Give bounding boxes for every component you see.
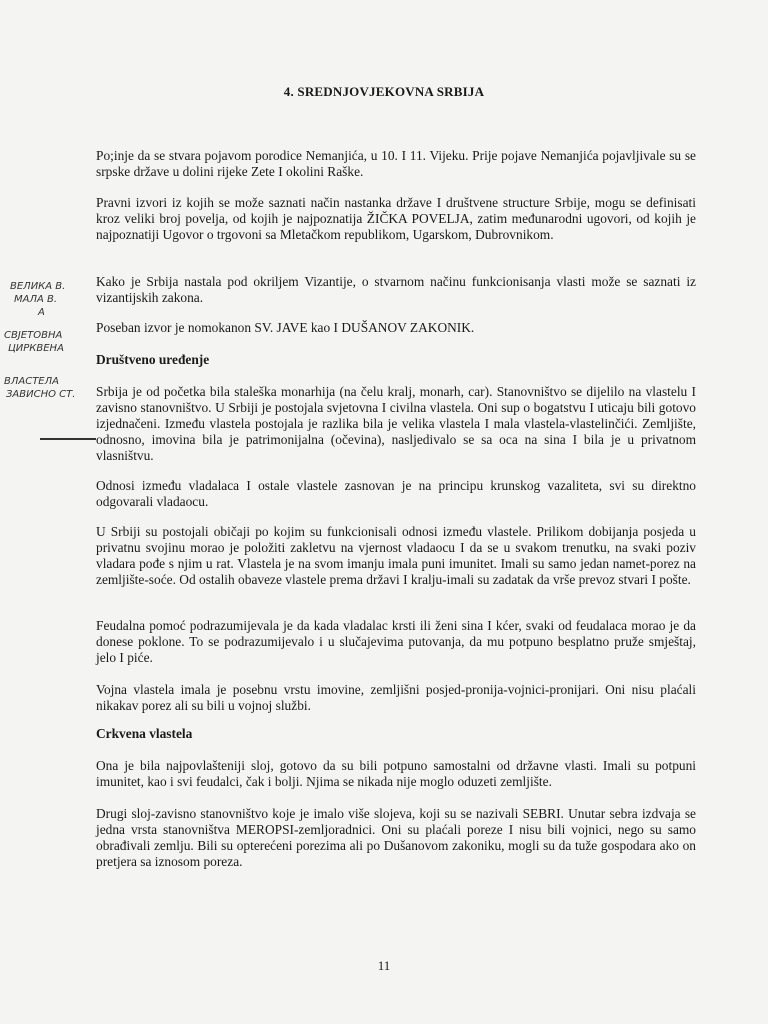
margin-note-line: МАЛА В. <box>14 294 58 305</box>
section-heading: Crkvena vlastela <box>96 726 193 741</box>
margin-note-line: ЦИРКВЕНА <box>8 343 64 354</box>
paragraph-church-nobility: Ona je bila najpovlašteniji sloj, gotovo da su bili potpuno samostalni od državne vlasti. Imali su potpuni imunitet, kao i svi feudalci, čak i bolji. Njima se nikada nije moglo oduzeti zemljište. <box>96 758 696 789</box>
paragraph-monarchy: Srbija je od početka bila staleška monarhija (na čelu kralj, monarh, car). Stanovništvo se dijelilo na vlastelu I zavisno stanovništvo. U Srbiji je postojala svjetovna I civilna vlastela. Oni sup o bogatstvu I uticaju bili gotovo izjednačeni. Između vlastela postojala je razlika bila je velika vlastela I mala vlastela-vlastelinčići. Zemljište, odnosno, imovina bila je patrimonijalna (očevina), nasljedivalo se sa oca na sina I bila je u privatnom vlasništvu. <box>96 384 696 463</box>
paragraph-customs: U Srbiji su postojali običaji po kojim su funkcionisali odnosi između vlastele. Prilikom dobijanja posjeda u privatnu svojinu morao je položiti zakletvu na vjernost vladaocu I da se u svakom trenutku, na svaki poziv vladara pođe s njim u rat. Vlastela je na svom imanju imala puni imunitet. Imali su samo jedan namet-porez na zemljište-soće. Od ostalih obaveze vlastele prema državi I kralju-imali su zadatak da vrše prevoz stvari I pošte. <box>96 524 696 587</box>
page-number: 11 <box>377 958 391 973</box>
paragraph-dependent-population: Drugi sloj-zavisno stanovništvo koje je imalo više slojeva, koji su se nazivali SEBRI. Unutar sebra izdvaja se jedna vrsta stanovništva MEROPSI-zemljoradnici. Oni su plaćali poreze I nisu bili vojnici, nego su samo obrađivali zemlju. Bili su opterećeni porezima ali po Dušanovom zakoniku, mogli su da tuže gospodara ako on pretjera sa iznosom poreza. <box>96 806 696 869</box>
handwritten-margin-note <box>4 280 94 401</box>
margin-note-line: ЗАВИСНО СТ. <box>6 389 76 400</box>
paragraph-military-nobility: Vojna vlastela imala je posebnu vrstu imovine, zemljišni posjed-pronija-vojnici-pronijari. Oni nisu plaćali nikakav porez ali su bili u vojnoj službi. <box>96 682 696 713</box>
section-heading: Društveno uređenje <box>96 352 210 367</box>
margin-note-line: СВЈЕТОВНА <box>4 330 63 341</box>
margin-note-line: ВЕЛИКА В. <box>10 281 66 292</box>
paragraph-intro: Po;inje da se stvara pojavom porodice Nemanjića, u 10. I 11. Vijeku. Prije pojave Nemanjića pojavljivale su se srpske države u dolini rijeke Zete I okolini Raške. <box>96 148 696 179</box>
paragraph-vassalage: Odnosi između vladalaca I ostale vlastele zasnovan je na principu krunskog vazaliteta, svi su direktno odgovarali vladaocu. <box>96 478 696 509</box>
margin-note-line: А <box>38 307 45 318</box>
paragraph-special-source: Poseban izvor je nomokanon SV. JAVE kao I DUŠANOV ZAKONIK. <box>96 320 475 335</box>
page-title: 4. SREDNJOVJEKOVNA SRBIJA <box>283 84 485 99</box>
handwritten-arrow <box>40 438 96 440</box>
paragraph-sources: Pravni izvori iz kojih se može saznati način nastanka države I društvene structure Srbije, mogu se definisati kroz veliki broj povelja, od kojih je najpoznatija ŽIČKA POVELJA, zatim međunarodni ugovori, od kojih je najpoznatiji Ugovor o trgovoni sa Mletačkom republikom, Ugarskom, Dubrovnikom. <box>96 195 696 242</box>
margin-note-line: ВЛАСТЕЛА <box>4 376 59 387</box>
paragraph-byzantium: Kako je Srbija nastala pod okriljem Vizantije, o stvarnom načinu funkcionisanja vlasti može se saznati iz vizantijskih zakona. <box>96 274 696 305</box>
paragraph-feudal-aid: Feudalna pomoć podrazumijevala je da kada vladalac krsti ili ženi sina I kćer, svaki od feudalaca morao je da donese poklone. To se podrazumijevalo i u slučajevima putovanja, da mu potpuno besplatno pruže smještaj, jelo I piće. <box>96 618 696 665</box>
